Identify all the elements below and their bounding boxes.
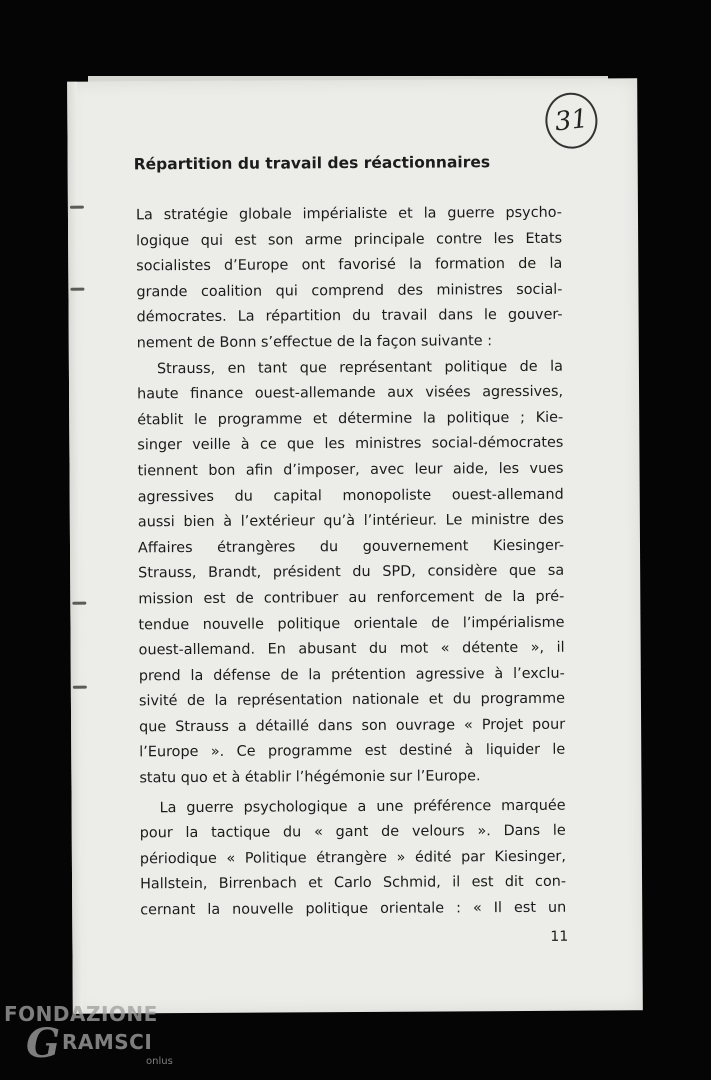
text-line: prend la défense de la prétention agressive à l’exclu-: [138, 665, 565, 685]
text-line: Affaires étrangères du gouvernement Kiesinger-: [137, 537, 565, 557]
text-line: grande coalition qui comprend des ministres social-: [136, 281, 563, 301]
text-line: tendue nouvelle politique orientale de l’impérialisme: [138, 614, 565, 633]
text-line: mission est de contribuer au renforcement de la pré-: [138, 588, 565, 608]
text-line: établit le programme et détermine la politique ; Kie-: [137, 409, 564, 429]
text-line: agressives du capital monopoliste ouest-allemand: [137, 486, 564, 505]
page-title: Répartition du travail des réactionnaires: [133, 153, 491, 174]
text-line: aussi bien à l’extérieur qu’à l’intérieur. Le ministre des: [137, 511, 564, 531]
archive-number-stamp: 31: [542, 90, 600, 151]
page-number: 11: [550, 928, 569, 945]
body-text: [136, 201, 566, 924]
watermark-suffix: onlus: [146, 1056, 173, 1067]
text-line: sivité de la représentation nationale et du programme: [138, 691, 565, 710]
watermark-logo: [4, 1002, 184, 1078]
text-line: logique qui est son arme principale contre les Etats: [136, 230, 563, 249]
staple-mark: [70, 288, 84, 291]
watermark-line2: RAMSCI: [62, 1030, 153, 1054]
binding-edge: [67, 82, 83, 1014]
text-line: La guerre psychologique a une préférence marquée: [159, 797, 566, 816]
staple-mark: [73, 686, 87, 689]
text-line: nement de Bonn s’effectue de la façon suivante :: [136, 333, 493, 352]
text-line: Strauss, en tant que représentant politique de la: [156, 358, 563, 377]
text-line: pour la tactique du « gant de velours ». Dans le: [139, 822, 566, 842]
text-line: l’Europe ». Ce programme est destiné à liquider le: [139, 742, 566, 761]
text-line: ouest-allemand. En abusant du mot « détente », il: [138, 639, 565, 659]
text-line: cernant la nouvelle politique orientale : « Il est un: [140, 899, 567, 919]
watermark-g-letter: G: [26, 1020, 61, 1067]
text-line: singer veille à ce que les ministres social-démocrates: [137, 435, 564, 454]
staple-mark: [70, 206, 84, 209]
document-page: [67, 78, 643, 1013]
text-line: Hallstein, Birrenbach et Carlo Schmid, il est dit con-: [140, 874, 567, 893]
watermark-line1: FONDAZIONE: [4, 1002, 158, 1026]
text-line: périodique « Politique étrangère » édité par Kiesinger,: [139, 848, 566, 868]
text-line: La stratégie globale impérialiste et la guerre psycho-: [135, 204, 563, 224]
text-line: démocrates. La répartition du travail dans le gouver-: [136, 307, 563, 326]
text-line: Strauss, Brandt, président du SPD, considère que sa: [138, 563, 565, 582]
text-line: socialistes d’Europe ont favorisé la formation de la: [136, 255, 563, 275]
text-line: tiennent bon afin d’imposer, avec leur aide, les vues: [137, 460, 564, 480]
staple-mark: [72, 602, 86, 605]
text-line: que Strauss a détaillé dans son ouvrage « Projet pour: [139, 716, 566, 736]
text-line: statu quo et à établir l’hégémonie sur l’Europe.: [139, 768, 481, 787]
text-line: haute finance ouest-allemande aux visées agressives,: [137, 383, 564, 403]
